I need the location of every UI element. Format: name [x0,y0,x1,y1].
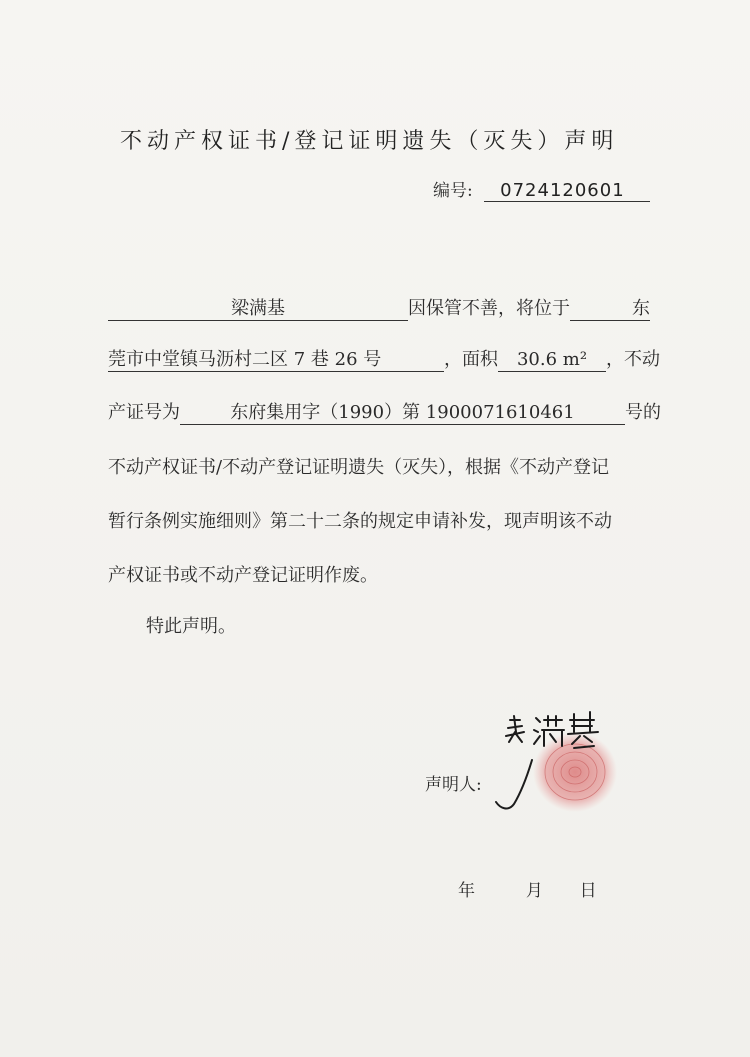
date-day-label: 日 [579,881,597,901]
date-row [458,876,597,901]
date-year-label: 年 [458,881,475,901]
owner-name: 梁满基 [108,298,408,321]
statement-line-6: 产权证书或不动产登记证明作废。 [108,565,378,586]
number-value: 0724120601 [484,180,650,202]
cert-prefix: 产证号为 [108,402,180,423]
number-label: 编号: [433,181,473,201]
document-title: 不动产权证书/登记证明遗失（灭失）声明 [120,129,619,154]
statement-line-4: 不动产权证书/不动产登记证明遗失（灭失），根据《不动产登记 [108,457,610,478]
document-number-row [433,176,650,202]
statement-line-5: 暂行条例实施细则》第二十二条的规定申请补发，现声明该不动 [108,511,612,532]
budong-text: ，不动 [606,349,660,370]
location-part-2: 莞市中堂镇马沥村二区 7 巷 26 号 [108,349,444,372]
statement-closing: 特此声明。 [146,616,236,637]
area-label: ，面积 [444,349,498,370]
lost-reason-text: 因保管不善，将位于 [408,298,570,319]
declarant-label: 声明人: [425,775,482,795]
certificate-number: 东府集用字（1990）第 1900071610461 [180,402,625,425]
cert-suffix: 号的 [625,402,661,423]
statement-line-3 [108,400,678,425]
date-month-label: 月 [525,881,543,901]
location-part-1: 东 [570,298,650,321]
statement-line-1 [108,296,678,321]
statement-line-2 [108,347,678,372]
area-value: 30.6 m² [498,349,606,372]
signature-with-fingerprint [480,690,630,820]
